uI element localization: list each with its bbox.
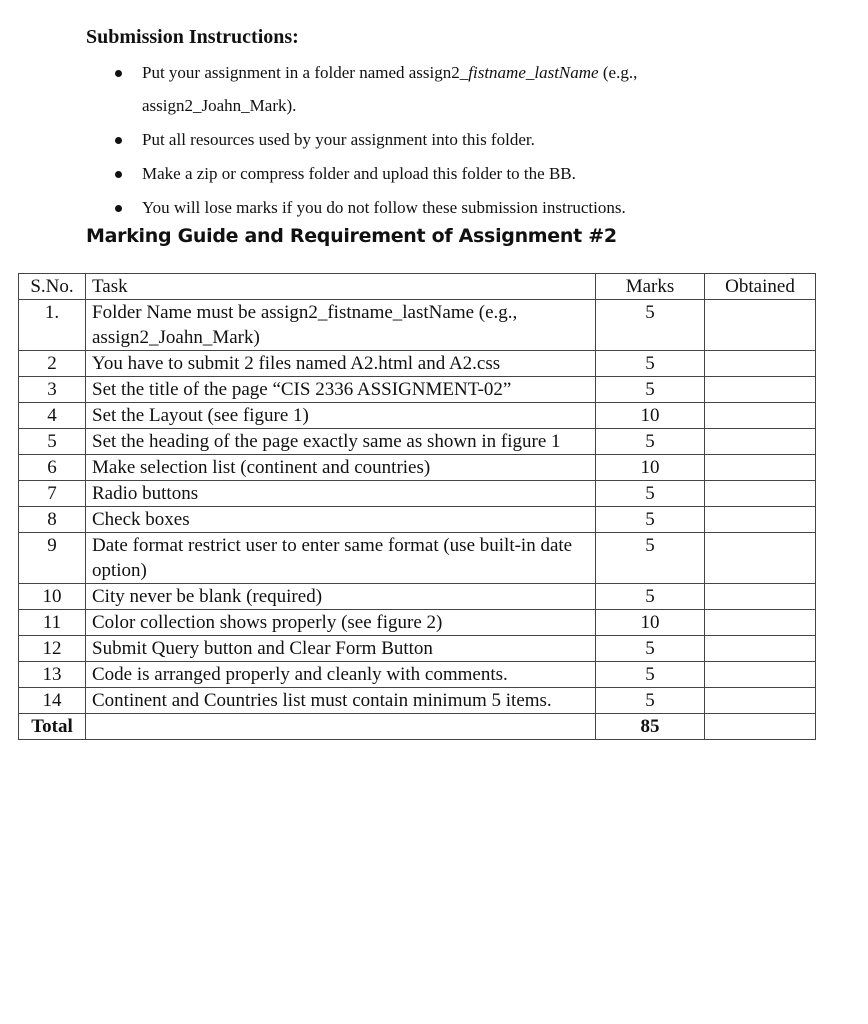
row-marks: 5 xyxy=(596,351,705,377)
table-row xyxy=(19,688,816,714)
row-task: Continent and Countries list must contain minimum 5 items. xyxy=(86,688,596,714)
row-no: 1. xyxy=(19,300,86,351)
row-no: 14 xyxy=(19,688,86,714)
row-task: Radio buttons xyxy=(86,481,596,507)
total-task xyxy=(86,714,596,740)
row-task: Color collection shows properly (see figure 2) xyxy=(86,610,596,636)
header-task: Task xyxy=(86,274,596,300)
header-sno: S.No. xyxy=(19,274,86,300)
header-obtained: Obtained xyxy=(705,274,816,300)
row-marks: 5 xyxy=(596,429,705,455)
row-task: Date format restrict user to enter same format (use built-in date option) xyxy=(86,533,596,584)
row-obtained xyxy=(705,351,816,377)
row-task: Submit Query button and Clear Form Button xyxy=(86,636,596,662)
row-marks: 5 xyxy=(596,377,705,403)
table-row xyxy=(19,351,816,377)
table-row xyxy=(19,300,816,351)
total-obtained xyxy=(705,714,816,740)
row-task: Check boxes xyxy=(86,507,596,533)
row-marks: 5 xyxy=(596,533,705,584)
table-row xyxy=(19,533,816,584)
row-no: 9 xyxy=(19,533,86,584)
submission-heading: Submission Instructions: xyxy=(86,26,299,48)
row-obtained xyxy=(705,507,816,533)
table-header-row xyxy=(19,274,816,300)
row-no: 5 xyxy=(19,429,86,455)
row-obtained xyxy=(705,662,816,688)
row-no: 2 xyxy=(19,351,86,377)
list-item: Make a zip or compress folder and upload this folder to the BB. xyxy=(115,157,755,190)
row-marks: 10 xyxy=(596,610,705,636)
row-marks: 5 xyxy=(596,662,705,688)
table-row xyxy=(19,507,816,533)
row-no: 8 xyxy=(19,507,86,533)
list-item: Put your assignment in a folder named assign2_fistname_lastName (e.g., assign2_Joahn_Mark). xyxy=(115,56,755,122)
row-obtained xyxy=(705,300,816,351)
row-obtained xyxy=(705,429,816,455)
row-obtained xyxy=(705,688,816,714)
row-task: Set the Layout (see figure 1) xyxy=(86,403,596,429)
table-row xyxy=(19,636,816,662)
row-task: You have to submit 2 files named A2.html and A2.css xyxy=(86,351,596,377)
row-obtained xyxy=(705,481,816,507)
header-marks: Marks xyxy=(596,274,705,300)
marking-guide-table xyxy=(18,273,816,740)
table-row xyxy=(19,584,816,610)
table-row xyxy=(19,377,816,403)
row-no: 12 xyxy=(19,636,86,662)
row-no: 13 xyxy=(19,662,86,688)
row-obtained xyxy=(705,533,816,584)
row-marks: 10 xyxy=(596,455,705,481)
row-no: 3 xyxy=(19,377,86,403)
row-obtained xyxy=(705,455,816,481)
row-no: 10 xyxy=(19,584,86,610)
row-marks: 10 xyxy=(596,403,705,429)
row-task: Make selection list (continent and countries) xyxy=(86,455,596,481)
table-row xyxy=(19,455,816,481)
row-task: Code is arranged properly and cleanly with comments. xyxy=(86,662,596,688)
row-marks: 5 xyxy=(596,688,705,714)
total-label: Total xyxy=(19,714,86,740)
row-task: Set the title of the page “CIS 2336 ASSIGNMENT-02” xyxy=(86,377,596,403)
table-row xyxy=(19,481,816,507)
row-obtained xyxy=(705,403,816,429)
table-total-row xyxy=(19,714,816,740)
row-obtained xyxy=(705,636,816,662)
row-task: Folder Name must be assign2_fistname_lastName (e.g., assign2_Joahn_Mark) xyxy=(86,300,596,351)
row-marks: 5 xyxy=(596,507,705,533)
row-task: Set the heading of the page exactly same as shown in figure 1 xyxy=(86,429,596,455)
row-task: City never be blank (required) xyxy=(86,584,596,610)
row-obtained xyxy=(705,377,816,403)
row-marks: 5 xyxy=(596,636,705,662)
table-row xyxy=(19,662,816,688)
row-obtained xyxy=(705,610,816,636)
row-no: 11 xyxy=(19,610,86,636)
row-marks: 5 xyxy=(596,584,705,610)
list-item: Put all resources used by your assignment into this folder. xyxy=(115,123,755,156)
table-row xyxy=(19,403,816,429)
table-row xyxy=(19,610,816,636)
list-item: You will lose marks if you do not follow these submission instructions. xyxy=(115,191,755,224)
submission-list xyxy=(115,56,755,224)
row-no: 7 xyxy=(19,481,86,507)
row-no: 4 xyxy=(19,403,86,429)
row-marks: 5 xyxy=(596,300,705,351)
row-obtained xyxy=(705,584,816,610)
total-marks: 85 xyxy=(596,714,705,740)
marking-guide-heading: Marking Guide and Requirement of Assignment #2 xyxy=(86,225,617,247)
row-no: 6 xyxy=(19,455,86,481)
row-marks: 5 xyxy=(596,481,705,507)
table-row xyxy=(19,429,816,455)
